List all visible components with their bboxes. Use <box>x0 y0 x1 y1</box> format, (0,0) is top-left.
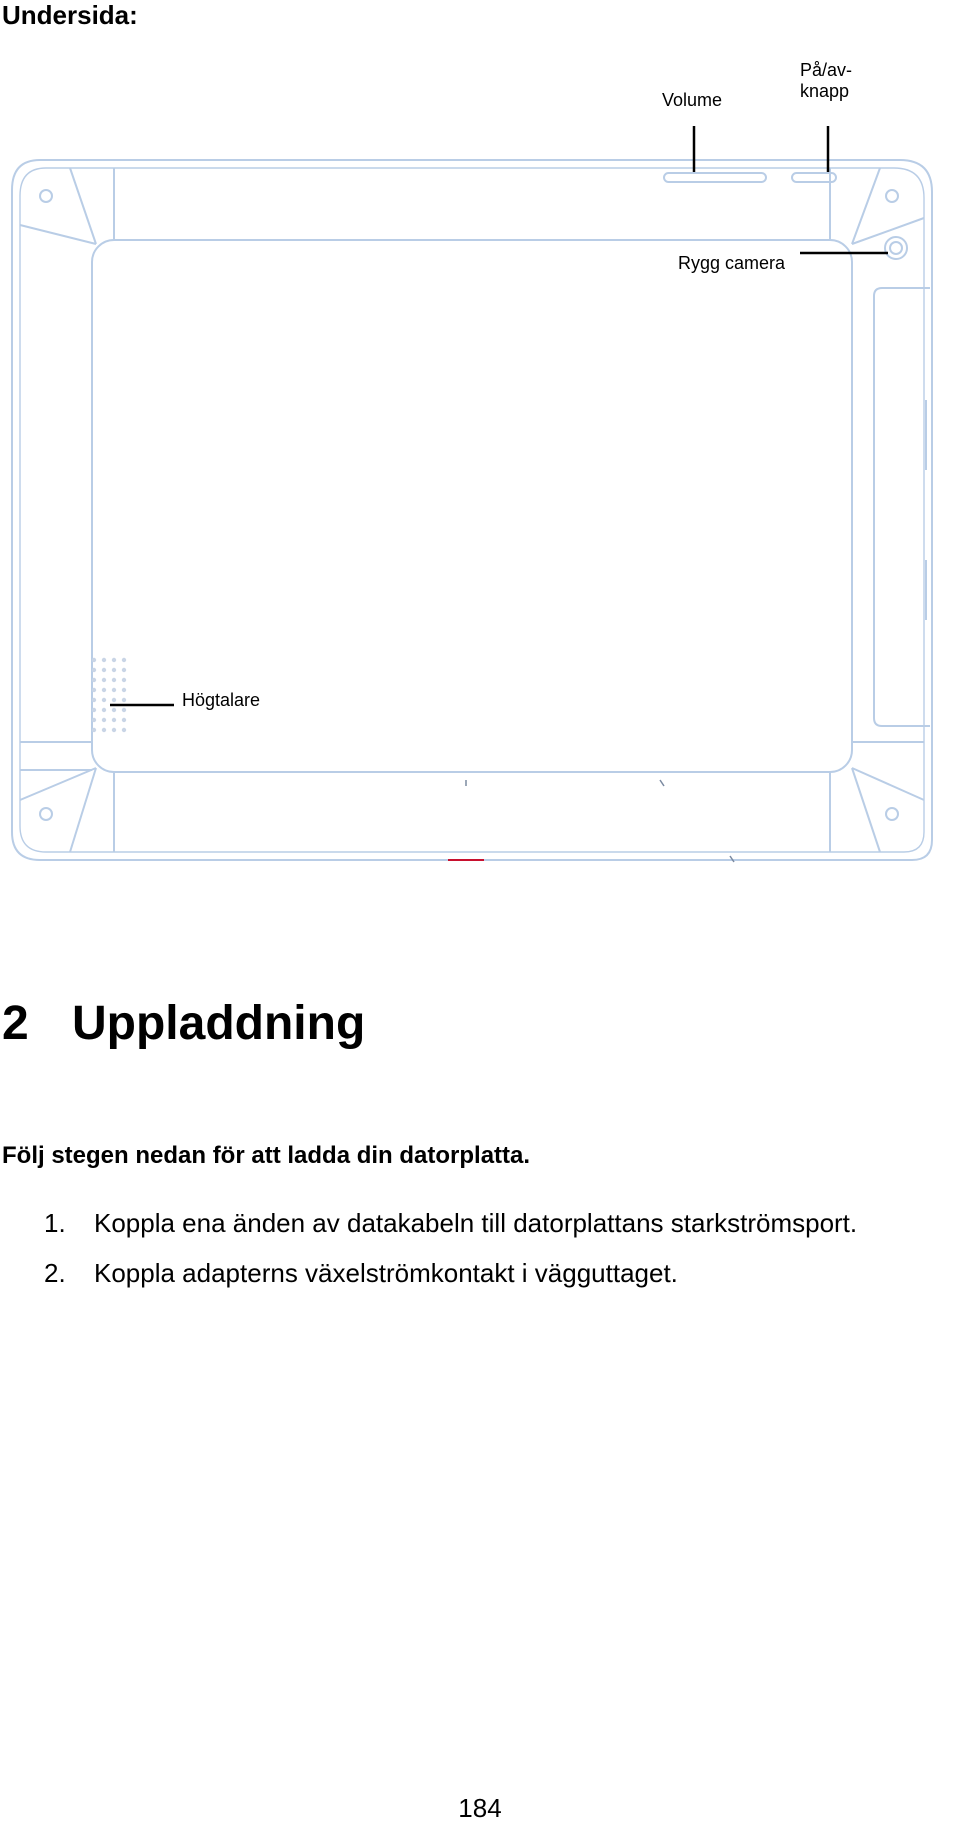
speaker-grille <box>92 658 126 732</box>
power-button-label <box>800 60 852 102</box>
section-number: 2 <box>2 997 29 1050</box>
section-title <box>2 996 365 1051</box>
power-label-line1: På/av- <box>800 60 853 80</box>
power-label-line2: knapp <box>800 81 850 101</box>
list-item <box>44 1208 944 1240</box>
speaker-label: Högtalare <box>182 690 261 710</box>
volume-label: Volume <box>662 90 723 110</box>
step-text: Koppla adapterns växelströmkontakt i vägguttaget. <box>94 1258 678 1288</box>
page-number: 184 <box>458 1793 502 1823</box>
section-title-text: Uppladdning <box>72 997 366 1050</box>
tablet-back-diagram <box>0 0 960 880</box>
list-item <box>44 1258 944 1290</box>
step-number: 2. <box>44 1258 66 1288</box>
step-text: Koppla ena änden av datakabeln till datorplattans starkströmsport. <box>94 1208 858 1238</box>
page-heading: Undersida: <box>2 0 138 30</box>
intro-text: Följ stegen nedan för att ladda din datorplatta. <box>2 1142 531 1169</box>
step-number: 1. <box>44 1208 66 1238</box>
rear-camera-label: Rygg camera <box>678 253 786 273</box>
